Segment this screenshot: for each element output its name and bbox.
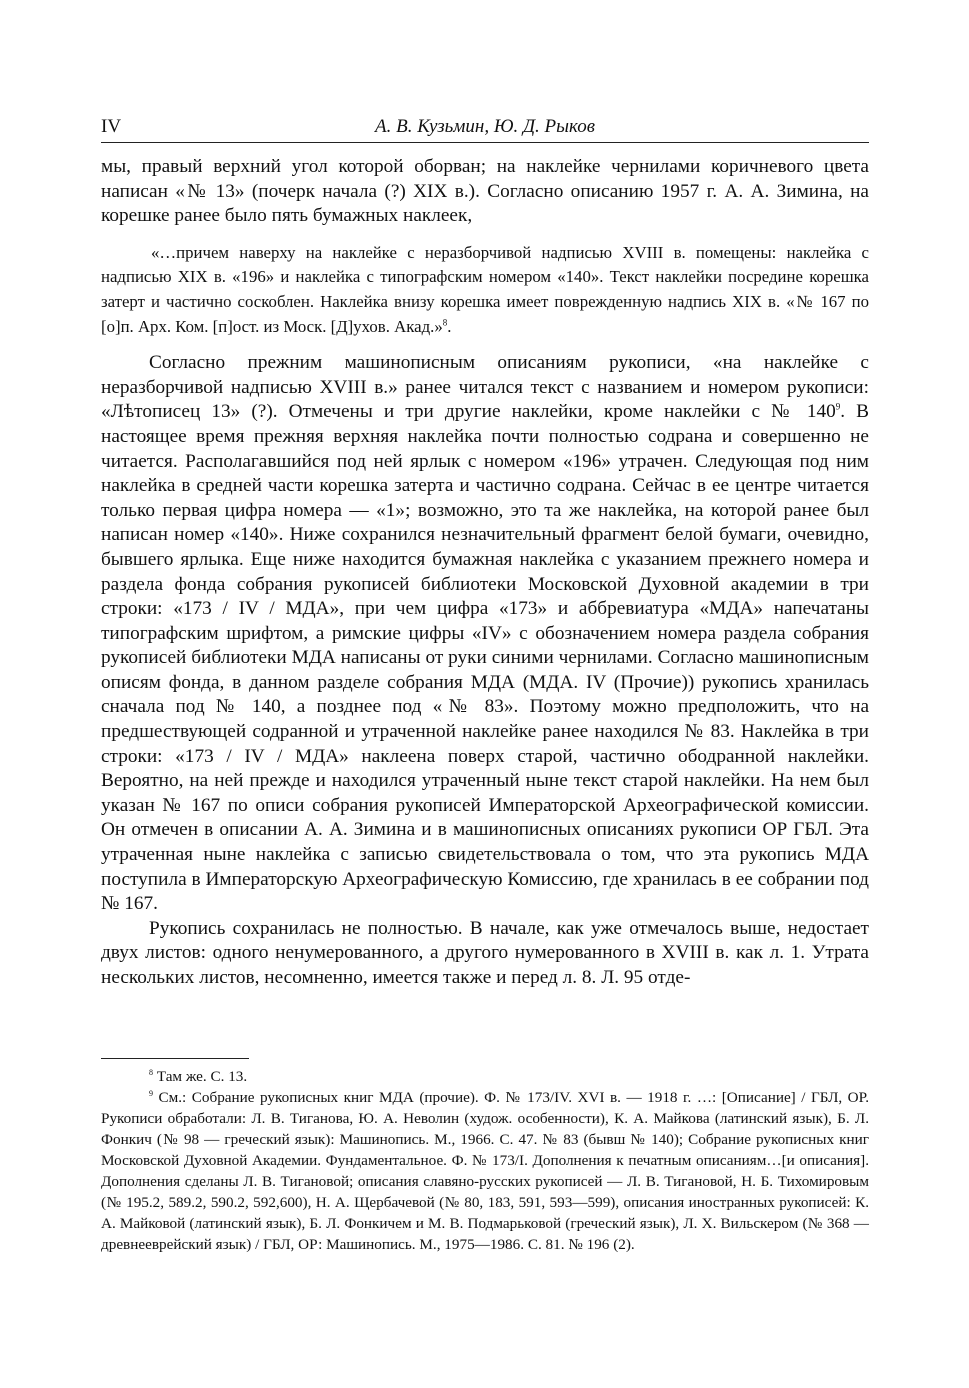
- running-title: А. В. Кузьмин, Ю. Д. Рыков: [375, 116, 595, 137]
- paragraph: Рукопись сохранилась не полностью. В начале, как уже отмечалось выше, недостает двух листов: одного ненумерованного, а другого нумерованного в XVIII в. как л. 1. Утрата нескольких листов, несомненно, имеется также и перед л. 8. Л. 95 отде-: [101, 917, 869, 988]
- page-number: IV: [101, 116, 122, 137]
- quote-text: «…причем наверху на наклейке с неразборчивой надписью XVIII в. помещены: наклейка с надписью XIX в. «196» и наклейка с типографским номером «140». Текст наклейки посредине корешка затерт и частично соскоблен. Наклейка внизу корешка имеет поврежденную надпись XIX в. «№ 167 по [о]п. Арх. Ком. [п]ост. из Моск. [Д]ухов. Акад.»: [101, 242, 869, 336]
- paragraph-continued: мы, правый верхний угол которой оборван; на наклейке чернилами коричневого цвета написан «№ 13» (почерк начала (?) XIX в.). Согласно описанию 1957 г. А. А. Зимина, на корешке ранее было пять бумажных наклеек,: [101, 156, 869, 227]
- main-text: [101, 155, 869, 991]
- page-header: [101, 112, 869, 143]
- footnotes: [101, 1066, 869, 1255]
- footnote-9: [101, 1087, 869, 1255]
- footnote-ref-9[interactable]: 9: [835, 401, 841, 412]
- footnote-8: [101, 1066, 869, 1087]
- footnote-number: 8: [149, 1067, 153, 1077]
- page: [101, 112, 869, 1253]
- footnote-text: См.: Собрание рукописных книг МДА (прочие). Ф. № 173/IV. XVI в. — 1918 г. …: [Описание] / ГБЛ, ОР. Рукописи обработали: Л. В. Тиганова, Ю. А. Неволин (худож. особенности), К. А. Майкова (латинский язык), Б. Л. Фонкич (№ 98 — греческий язык): Машинопись. М., 1966. С. 47. № 83 (бывш № 140); Собрание рукописных книг Московской Духовной Академии. Фундаментальное. Ф. № 173/I. Дополнения к печатным описаниям…[и описания]. Дополнения сделаны Л. В. Тигановой; описания славяно-русских рукописей — Л. В. Тигановой, Н. Б. Тихомировым (№ 195.2, 589.2, 590.2, 592,600), Н. А. Щербачевой (№ 80, 183, 591, 593—599), описания иностранных рукописей: К. А. Майковой (латинский язык), Б. Л. Фонкичем и М. В. Подмарьковой (греческий язык), Л. Х. Вильскером (№ 368 — древнееврейский язык) / ГБЛ, ОР: Машинопись. М., 1975—1986. С. 81. № 196 (2).: [101, 1089, 869, 1253]
- block-quote: [101, 241, 869, 339]
- footnote-text: Там же. С. 13.: [153, 1068, 248, 1085]
- quote-end: .: [447, 316, 452, 336]
- footnote-number: 9: [149, 1088, 153, 1098]
- paragraph: Согласно прежним машинописным описаниям рукописи, «на наклейке с неразборчивой надписью XVIII в.» ранее читался текст с названием и номером рукописи: «Лѣтописец 13» (?). Отмечены и три другие наклейки, кроме наклейки с № 140$^9$. В настоящее время прежняя верхняя наклейка почти полностью содрана и совершенно не читается. Располагавшийся под ней ярлык с номером «196» утрачен. Следующая под ним наклейка в средней части корешка затерта и частично содрана. Сейчас в ее центре читается только первая цифра номера — «1»; возможно, это та же наклейка, на которой ранее был написан номер «140». Ниже сохранился незначительный фрагмент белой бумаги, очевидно, бывшего ярлыка. Еще ниже находится бумажная наклейка с указанием прежнего номера и раздела фонда собрания рукописей библиотеки Московской Духовной академии в три строки: «173 / IV / МДА», при чем цифра «173» и аббревиатура «МДА» напечатаны типографским шрифтом, а римские цифры «IV» с обозначением номера раздела собрания рукописей библиотеки МДА написаны от руки синими чернилами. Согласно машинописным описям фонда, в данном разделе собрания МДА (МДА. IV (Прочие)) рукопись хранилась сначала под № 140, а позднее под «№ 83». Поэтому можно предположить, что на предшествующей содранной и утраченной наклейке ранее находился № 83. Наклейка в три строки: «173 / IV / МДА» наклеена поверх старой, частично ободранной наклейки. Вероятно, на ней прежде и находился утраченный ныне текст старой наклейки. На нем был указан № 167 по описи собрания рукописей Императорской Археографической комиссии. Он отмечен в описании А. А. Зимина и в машинописных описаниях рукописи ОР ГБЛ. Эта утраченная ныне наклейка с записью свидетельствовала о том, что эта рукопись МДА поступила в Императорскую Археографическую Комиссию, где хранилась в ее собрании под № 167.: [101, 352, 869, 915]
- footnote-separator: [101, 1058, 249, 1059]
- footnote-ref-8[interactable]: 8: [442, 316, 448, 327]
